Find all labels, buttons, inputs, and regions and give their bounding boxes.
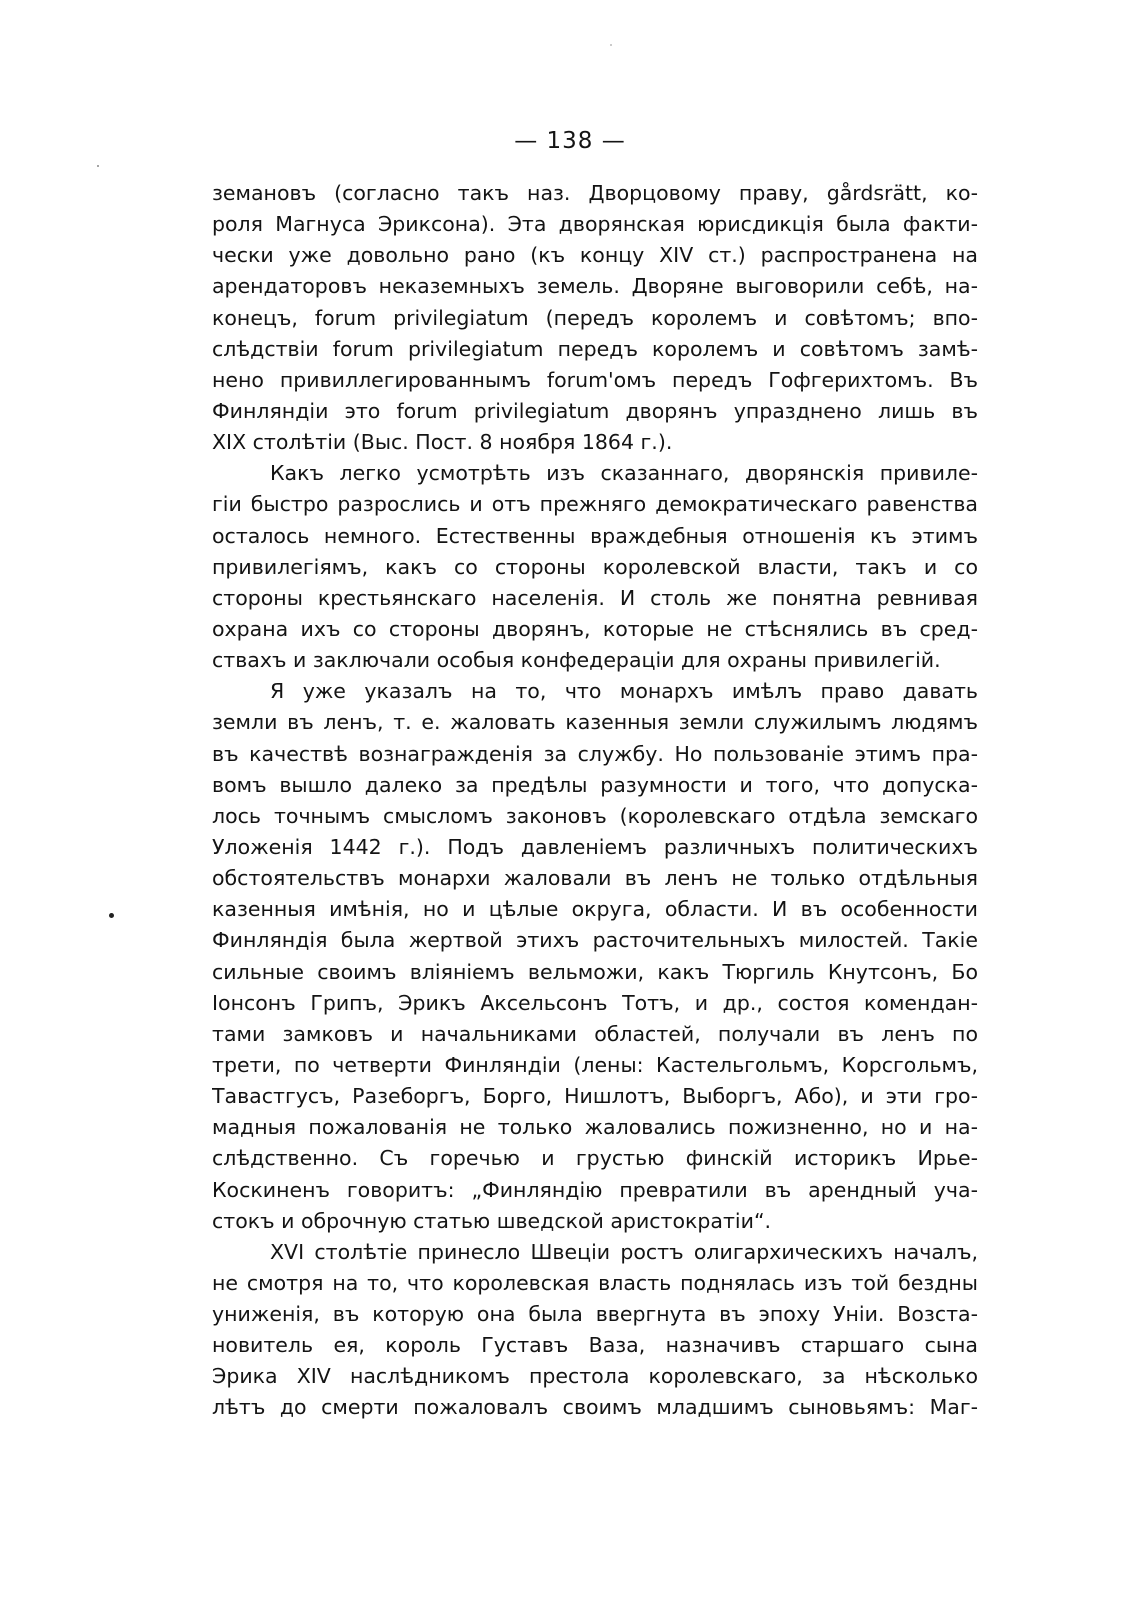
text-line: XVI столѣтіе принесло Швеціи ростъ олигархическихъ началъ, [270,1239,978,1264]
text-line: вомъ вышло далеко за предѣлы разумности и того, что допуска- [212,772,978,797]
text-line: Финляндіи это forum privilegiatum дворянъ упразднено лишь въ [212,398,978,423]
text-line: слѣдствіи forum privilegiatum передъ королемъ и совѣтомъ замѣ- [212,336,978,361]
text-line: осталось немного. Естественны враждебныя отношенія къ этимъ [212,523,978,548]
text-line: охрана ихъ со стороны дворянъ, которые не стѣснялись въ сред- [212,616,978,641]
page-body [212,178,978,1424]
text-line: Эрика XIV наслѣдникомъ престола королевскаго, за нѣсколько [212,1364,978,1389]
text-line: земановъ (согласно такъ наз. Дворцовому праву, gårdsrätt, ко- [212,181,978,205]
print-speck [610,44,612,46]
text-line: тами замковъ и начальниками областей, получали въ ленъ по [212,1021,978,1046]
text-line: Іонсонъ Грипъ, Эрикъ Аксельсонъ Тотъ, и др., состоя комендан- [212,990,978,1015]
text-line: Финляндія была жертвой этихъ расточительныхъ милостей. Такіе [212,928,978,953]
text-line: привилегіямъ, какъ со стороны королевской власти, такъ и со [212,554,978,579]
print-speck [109,913,114,918]
print-speck [97,165,99,167]
page-number: — 138 — [514,128,626,154]
text-line: не смотря на то, что королевская власть поднялась изъ той бездны [212,1270,978,1295]
text-line: гіи быстро разрослись и отъ прежняго демократическаго равенства [212,492,978,517]
text-line: ствахъ и заключали особыя конфедераціи для охраны привилегій. [212,648,941,673]
text-line: роля Магнуса Эриксона). Эта дворянская юрисдикція была факти- [212,212,978,237]
text-line: мадныя пожалованія не только жаловались пожизненно, но и на- [212,1115,978,1140]
text-line: сильные своимъ вліяніемъ вельможи, какъ Тюргиль Кнутсонъ, Бо [212,959,978,984]
text-line: стокъ и оброчную статью шведской аристократіи“. [212,1208,772,1233]
text-line: Я уже указалъ на то, что монархъ имѣлъ право давать [270,679,978,704]
text-line: униженія, въ которую она была ввергнута въ эпоху Уніи. Возста- [212,1302,978,1327]
text-line: стороны крестьянскаго населенія. И столь же понятна ревнивая [212,585,978,610]
text-line: новитель ея, король Густавъ Ваза, назначивъ старшаго сына [212,1333,978,1358]
text-line: трети, по четверти Финляндіи (лены: Кастельгольмъ, Корсгольмъ, [212,1052,978,1077]
text-line: въ качествѣ вознагражденія за службу. Но пользованіе этимъ пра- [212,741,978,766]
text-line: лось точнымъ смысломъ законовъ (королевскаго отдѣла земскаго [212,803,978,828]
text-line: нено привиллегированнымъ forum'омъ передъ Гофгерихтомъ. Въ [212,367,978,392]
text-line: XIX столѣтіи (Выс. Пост. 8 ноября 1864 г.). [212,430,673,455]
text-line: Коскиненъ говоритъ: „Финляндію превратили въ арендный уча- [212,1177,978,1202]
text-line: Уложенія 1442 г.). Подъ давленіемъ различныхъ политическихъ [212,834,978,859]
text-line: арендаторовъ неказемныхъ земель. Дворяне выговорили себѣ, на- [212,274,978,299]
text-line: конецъ, forum privilegiatum (передъ королемъ и совѣтомъ; впо- [212,305,978,330]
text-line: лѣтъ до смерти пожаловалъ своимъ младшимъ сыновьямъ: Маг- [212,1395,978,1420]
text-line: слѣдственно. Съ горечью и грустью финскій историкъ Ирье- [212,1146,978,1171]
text-line: обстоятельствъ монархи жаловали въ ленъ не только отдѣльныя [212,866,978,891]
text-line: казенныя имѣнія, но и цѣлые округа, области. И въ особенности [212,897,978,922]
text-line: Какъ легко усмотрѣть изъ сказаннаго, дворянскія привиле- [270,461,978,486]
text-line: земли въ ленъ, т. е. жаловать казенныя земли служилымъ людямъ [212,710,978,735]
text-line: чески уже довольно рано (къ концу XIV ст.) распространена на [212,243,978,268]
text-line: Тавастгусъ, Разеборгъ, Борго, Нишлотъ, Выборгъ, Або), и эти гро- [212,1084,978,1109]
